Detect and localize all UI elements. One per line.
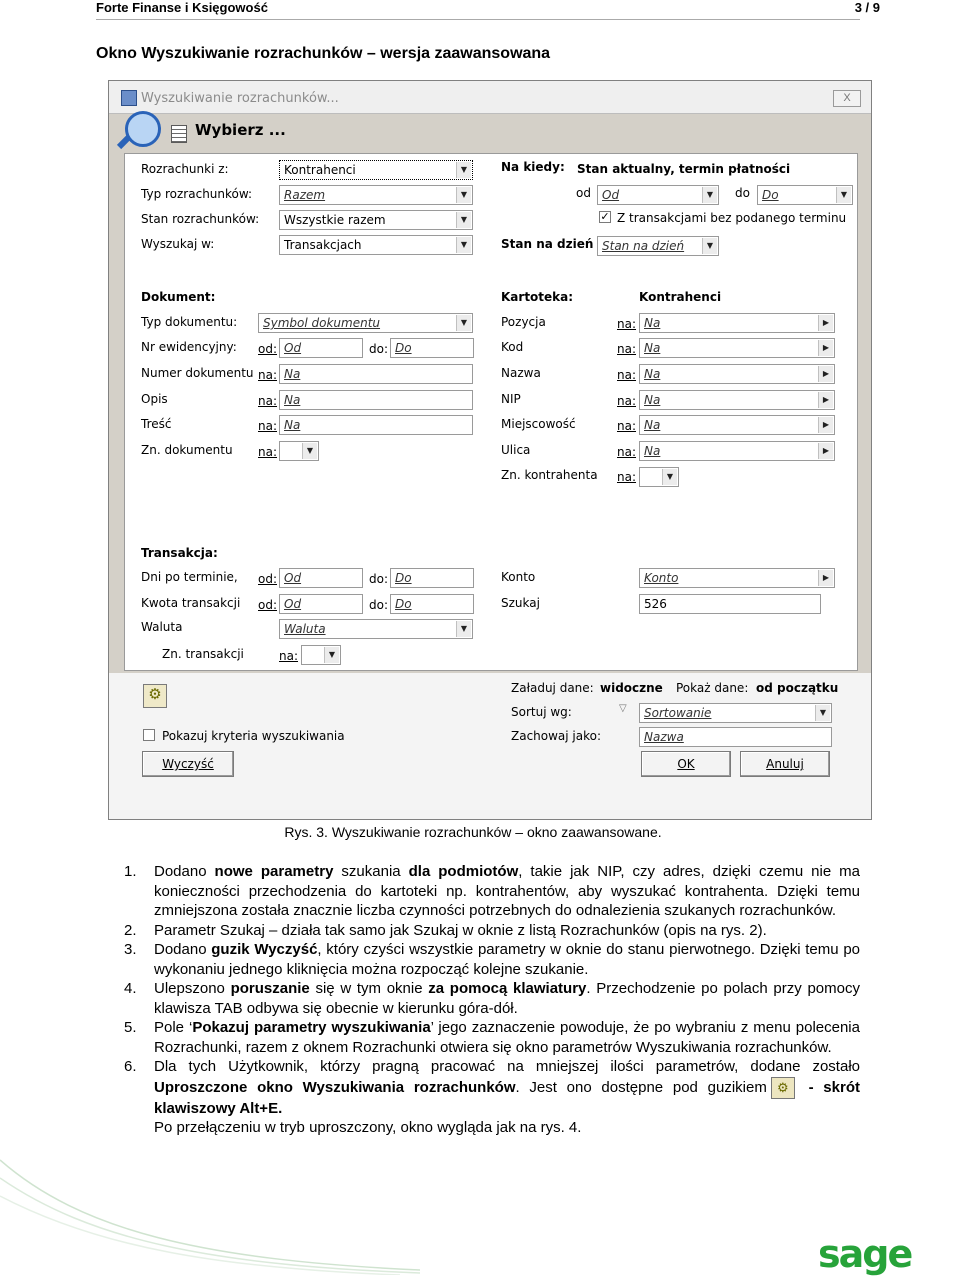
tresc-label: Treść — [141, 417, 172, 431]
do-label: do — [735, 186, 750, 200]
pokaz-value[interactable]: od początku — [756, 681, 839, 695]
kartoteka-row-label: Ulica — [501, 443, 531, 457]
chevron-down-icon: ▼ — [456, 162, 471, 178]
kartoteka-row-na-label: na: — [617, 445, 637, 459]
chevron-down-icon: ▼ — [456, 237, 471, 253]
zn-transakcji-select[interactable] — [301, 645, 341, 665]
sort-arrow-icon[interactable]: ▽ — [619, 703, 627, 714]
rozrachunki-label: Rozrachunki z: — [141, 162, 229, 176]
list-item: 1. Dodano nowe parametry szukania dla podmiotów, takie jak NIP, czy adres, dzięki czemu nie ma konieczności przechodzenia do kartoteki np. kontrahentów, aby wyszukać kontrahenta. Dzięki temu zmniejszona została znacznie liczba czynności potrzebnych do odnalezienia szukanych rozrachunków. — [124, 863, 861, 919]
zn-dokumentu-select[interactable] — [279, 441, 319, 461]
kartoteka-row-na-label: na: — [617, 317, 637, 331]
stan-rozrachunkow-label: Stan rozrachunków: — [141, 212, 260, 226]
anuluj-button[interactable]: Anuluj — [740, 751, 830, 777]
chevron-right-icon: ▶ — [818, 417, 833, 433]
sortuj-label: Sortuj wg: — [511, 705, 572, 719]
kartoteka-row-na-label: na: — [617, 394, 637, 408]
waluta-select[interactable]: Waluta ▼ — [279, 619, 473, 639]
waluta-label: Waluta — [141, 620, 183, 634]
typ-rozrachunkow-select[interactable]: Razem ▼ — [279, 185, 473, 205]
kartoteka-row-na-label: na: — [617, 368, 637, 382]
kwota-od-input[interactable]: Od — [279, 594, 363, 614]
bez-terminu-checkbox[interactable]: ✓ — [600, 211, 610, 223]
szukaj-input[interactable]: 526 — [639, 594, 821, 614]
na-kiedy-value[interactable]: Stan aktualny, termin płatności — [577, 162, 791, 176]
chevron-down-icon: ▼ — [662, 469, 677, 485]
ok-button[interactable]: OK — [641, 751, 731, 777]
transakcja-title: Transakcja: — [141, 546, 218, 560]
kartoteka-row-label: Miejscowość — [501, 417, 576, 431]
numer-dokumentu-label: Numer dokumentu — [141, 366, 254, 380]
wyszukaj-w-label: Wyszukaj w: — [141, 237, 215, 251]
dni-do-input[interactable]: Do — [390, 568, 474, 588]
zachowaj-input[interactable]: Nazwa — [639, 727, 832, 747]
chevron-right-icon: ▶ — [818, 570, 833, 586]
criteria-panel — [124, 153, 858, 671]
stan-na-dzien-select[interactable]: Stan na dzień ▼ — [597, 236, 719, 256]
chevron-down-icon: ▼ — [815, 705, 830, 721]
toolbar-wybierz-label: Wybierz ... — [195, 121, 286, 139]
tresc-na-label: na: — [258, 419, 278, 433]
nr-od-input[interactable]: Od — [279, 338, 363, 358]
chevron-right-icon: ▶ — [818, 340, 833, 356]
list-item: 6. Dla tych Użytkownik, którzy pragną pracować na mniejszej ilości parametrów, dodane zostało Uproszczone okno Wyszukiwania rozrachunków. Jest ono dostępne pod guzikiem ⚙ - skrót klawiszowy Alt+E. Po przełączeniu w tryb uproszczony, okno wygląda jak na rys. 4. — [124, 1058, 860, 1136]
gear-icon[interactable]: ⚙ — [143, 684, 167, 708]
typ-dokumentu-label: Typ dokumentu: — [141, 315, 238, 329]
dni-od-label: od: — [258, 572, 278, 586]
od-label: od — [576, 186, 591, 200]
tresc-input[interactable]: Na — [279, 415, 473, 435]
zn-kontrahenta-na-label: na: — [617, 470, 637, 484]
od-date-select[interactable]: Od ▼ — [597, 185, 719, 205]
chevron-down-icon: ▼ — [456, 187, 471, 203]
kartoteka-row-input[interactable]: Na ▶ — [639, 313, 835, 333]
dialog-title: Wyszukiwanie rozrachunków... — [141, 91, 339, 106]
zn-transakcji-label: Zn. transakcji — [162, 647, 244, 661]
rozrachunki-select[interactable]: Kontrahenci ▼ — [279, 160, 473, 180]
kartoteka-row-input[interactable]: Na ▶ — [639, 338, 835, 358]
kartoteka-row-input[interactable]: Na ▶ — [639, 441, 835, 461]
section-title: Okno Wyszukiwanie rozrachunków – wersja zaawansowana — [96, 45, 551, 62]
nr-od-label: od: — [258, 342, 278, 356]
chevron-down-icon: ▼ — [702, 238, 717, 254]
na-kiedy-label: Na kiedy: — [501, 160, 565, 174]
kontrahenci-title: Kontrahenci — [639, 290, 722, 304]
close-button[interactable]: X — [833, 90, 861, 107]
list-item: 4. Ulepszono poruszanie się w tym oknie za pomocą klawiatury. Przechodzenie po polach przy pomocy klawisza TAB odbywa się obecnie w kierunku góra-dół. — [124, 980, 860, 1017]
chevron-right-icon: ▶ — [818, 315, 833, 331]
table-icon[interactable] — [171, 125, 187, 143]
header-page-number: 3 / 9 — [854, 0, 880, 15]
stan-na-dzien-label: Stan na dzień — [501, 237, 594, 251]
magnifier-handle-icon — [117, 135, 131, 149]
kartoteka-title: Kartoteka: — [501, 290, 574, 304]
opis-input[interactable]: Na — [279, 390, 473, 410]
chevron-down-icon: ▼ — [456, 621, 471, 637]
kartoteka-row-input[interactable]: Na ▶ — [639, 415, 835, 435]
list-item: 2. Parametr Szukaj – działa tak samo jak Szukaj w oknie z listą Rozrachunków (opis na rys. 2). — [124, 921, 767, 939]
pokaz-label: Pokaż dane: — [676, 681, 749, 695]
dni-po-terminie-label: Dni po terminie, — [141, 570, 238, 584]
typ-rozrachunkow-label: Typ rozrachunków: — [141, 187, 253, 201]
zn-transakcji-na-label: na: — [279, 649, 299, 663]
kartoteka-row-label: NIP — [501, 392, 521, 406]
decorative-swoosh — [0, 1130, 420, 1275]
szukaj-label: Szukaj — [501, 596, 540, 610]
kartoteka-row-na-label: na: — [617, 419, 637, 433]
bez-terminu-label: Z transakcjami bez podanego terminu — [617, 211, 847, 225]
nr-ewidencyjny-label: Nr ewidencyjny: — [141, 340, 237, 354]
chevron-right-icon: ▶ — [818, 392, 833, 408]
zachowaj-label: Zachowaj jako: — [511, 729, 602, 743]
zaladuj-value[interactable]: widoczne — [600, 681, 663, 695]
kwota-do-input[interactable]: Do — [390, 594, 474, 614]
app-icon — [121, 90, 137, 106]
chevron-right-icon: ▶ — [818, 443, 833, 459]
kartoteka-row-label: Pozycja — [501, 315, 546, 329]
zaladuj-label: Załaduj dane: — [511, 681, 594, 695]
header-company: Forte Finanse i Księgowość — [96, 0, 268, 15]
pokazuj-kryteria-label: Pokazuj kryteria wyszukiwania — [162, 729, 345, 743]
sage-logo: sage — [818, 1232, 912, 1276]
konto-input[interactable]: Konto ▶ — [639, 568, 835, 588]
numer-na-label: na: — [258, 368, 278, 382]
kartoteka-row-input[interactable]: Na ▶ — [639, 390, 835, 410]
dokument-title: Dokument: — [141, 290, 216, 304]
chevron-down-icon: ▼ — [456, 315, 471, 331]
opis-label: Opis — [141, 392, 168, 406]
chevron-down-icon: ▼ — [836, 187, 851, 203]
kwota-do-label: do: — [369, 598, 389, 612]
chevron-down-icon: ▼ — [324, 647, 339, 663]
opis-na-label: na: — [258, 394, 278, 408]
zn-kontrahenta-select[interactable] — [639, 467, 679, 487]
kartoteka-row-input[interactable]: Na ▶ — [639, 364, 835, 384]
zn-dokumentu-label: Zn. dokumentu — [141, 443, 233, 457]
change-list — [124, 862, 860, 1138]
gear-icon: ⚙ — [771, 1077, 795, 1099]
dialog-titlebar — [109, 81, 871, 114]
header-divider — [96, 19, 860, 20]
kartoteka-row-label: Nazwa — [501, 366, 541, 380]
list-item: 5. Pole ‘Pokazuj parametry wyszukiwania’ jego zaznaczenie powoduje, że po wybraniu z menu polecenia Rozrachunki, razem z oknem Rozrachunki otwiera się okno parametrów Wyszukiwania rozrachunków. — [124, 1019, 860, 1056]
nr-do-label: do: — [369, 342, 389, 356]
kartoteka-row-label: Kod — [501, 340, 524, 354]
search-dialog — [108, 80, 872, 820]
kwota-transakcji-label: Kwota transakcji — [141, 596, 241, 610]
chevron-right-icon: ▶ — [818, 366, 833, 382]
dni-do-label: do: — [369, 572, 389, 586]
dni-od-input[interactable]: Od — [279, 568, 363, 588]
zn-kontrahenta-label: Zn. kontrahenta — [501, 468, 598, 482]
typ-dokumentu-select[interactable]: Symbol dokumentu ▼ — [258, 313, 473, 333]
wyszukaj-w-select[interactable]: Transakcjach ▼ — [279, 235, 473, 255]
do-date-select[interactable]: Do ▼ — [757, 185, 853, 205]
pokazuj-kryteria-checkbox[interactable] — [143, 729, 155, 741]
figure-caption: Rys. 3. Wyszukiwanie rozrachunków – okno zaawansowane. — [284, 824, 662, 840]
numer-dokumentu-input[interactable]: Na — [279, 364, 473, 384]
kwota-od-label: od: — [258, 598, 278, 612]
list-item: 3. Dodano guzik Wyczyść, który czyści wszystkie parametry w oknie do stanu pierwotnego. Dzięki temu po wykonaniu jednego kliknięcia można rozpocząć kolejne szukanie. — [124, 941, 861, 978]
sortowanie-select[interactable]: Sortowanie ▼ — [639, 703, 832, 723]
stan-rozrachunkow-select[interactable]: Wszystkie razem ▼ — [279, 210, 473, 230]
nr-do-input[interactable]: Do — [390, 338, 474, 358]
konto-label: Konto — [501, 570, 536, 584]
magnifier-icon[interactable] — [125, 111, 161, 147]
kartoteka-row-na-label: na: — [617, 342, 637, 356]
chevron-down-icon: ▼ — [456, 212, 471, 228]
wyczysc-button[interactable]: Wyczyść — [142, 751, 234, 777]
chevron-down-icon: ▼ — [702, 187, 717, 203]
chevron-down-icon: ▼ — [302, 443, 317, 459]
zn-dokumentu-na-label: na: — [258, 445, 278, 459]
